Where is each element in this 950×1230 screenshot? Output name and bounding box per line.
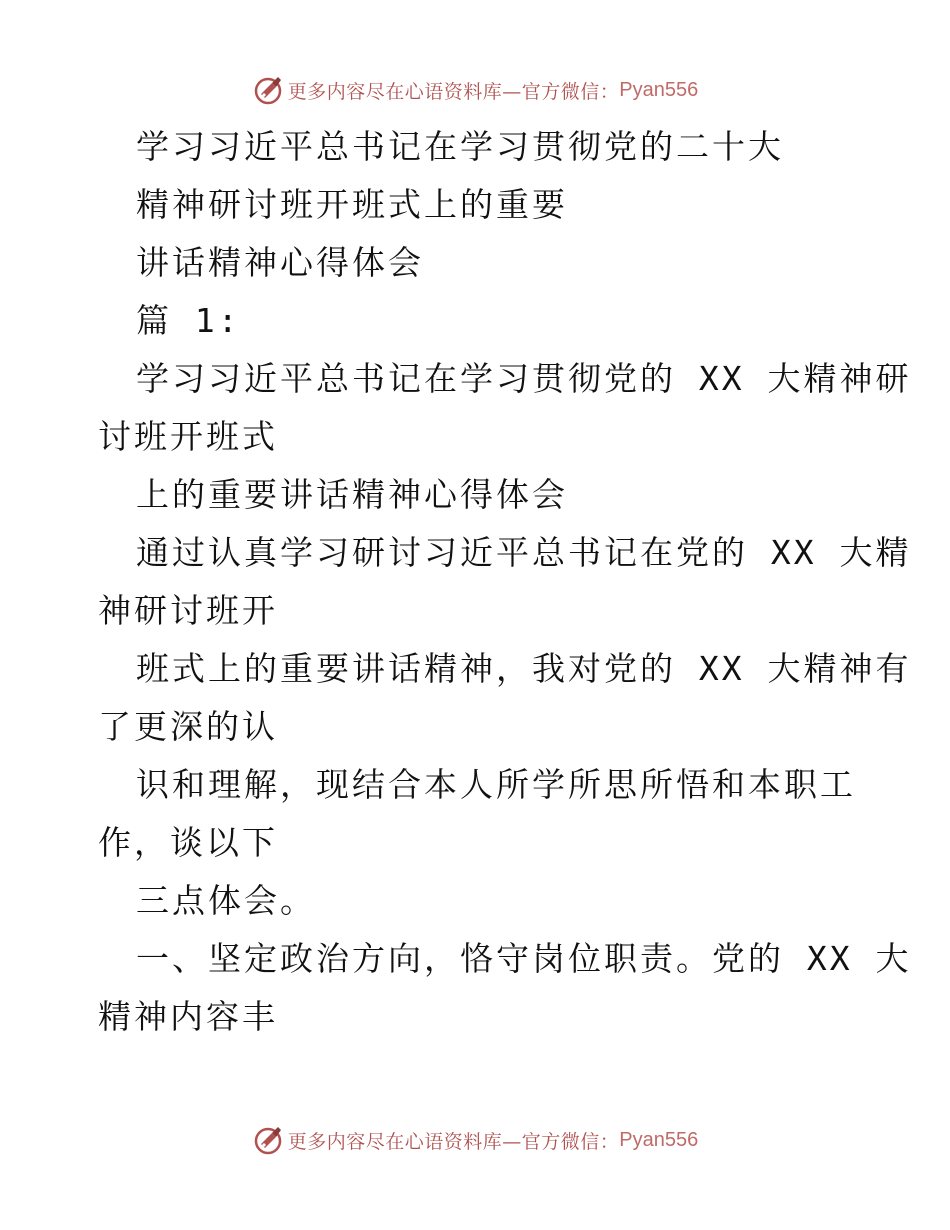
paragraph-line: 神研讨班开 (98, 591, 278, 630)
paragraph-line: 上的重要讲话精神心得体会 (136, 475, 568, 514)
header-banner-text: 更多内容尽在心语资料库—官方微信： (287, 80, 620, 103)
title-line-1: 学习习近平总书记在学习贯彻党的二十大 (136, 127, 784, 166)
footer-banner-text: 更多内容尽在心语资料库—官方微信： (287, 1130, 620, 1153)
title-line-3: 讲话精神心得体会 (136, 243, 424, 282)
document-body (98, 118, 912, 1046)
paragraph-line: 讨班开班式 (98, 417, 278, 456)
pen-logo-icon (252, 1124, 284, 1156)
paragraph-line: 精神内容丰 (98, 997, 278, 1036)
paragraph-line: 识和理解，现结合本人所学所思所悟和本职工 (136, 765, 856, 804)
footer-banner (0, 1120, 950, 1160)
paragraph-line: 班式上的重要讲话精神，我对党的 XX 大精神有 (136, 649, 912, 688)
footer-banner-wechat: Pyan556 (619, 1128, 699, 1151)
title-line-2: 精神研讨班开班式上的重要 (136, 185, 568, 224)
section-label: 篇 1: (136, 301, 241, 340)
header-banner-wechat: Pyan556 (619, 78, 699, 101)
paragraph-line: 作，谈以下 (98, 823, 278, 862)
paragraph-line: 一、坚定政治方向，恪守岗位职责。党的 XX 大 (136, 939, 912, 978)
paragraph-line: 了更深的认 (98, 707, 278, 746)
pen-logo-icon (252, 74, 284, 106)
paragraph-line: 学习习近平总书记在学习贯彻党的 XX 大精神研 (136, 359, 912, 398)
paragraph-line: 通过认真学习研讨习近平总书记在党的 XX 大精 (136, 533, 912, 572)
header-banner (0, 70, 950, 110)
paragraph-line: 三点体会。 (136, 881, 316, 920)
